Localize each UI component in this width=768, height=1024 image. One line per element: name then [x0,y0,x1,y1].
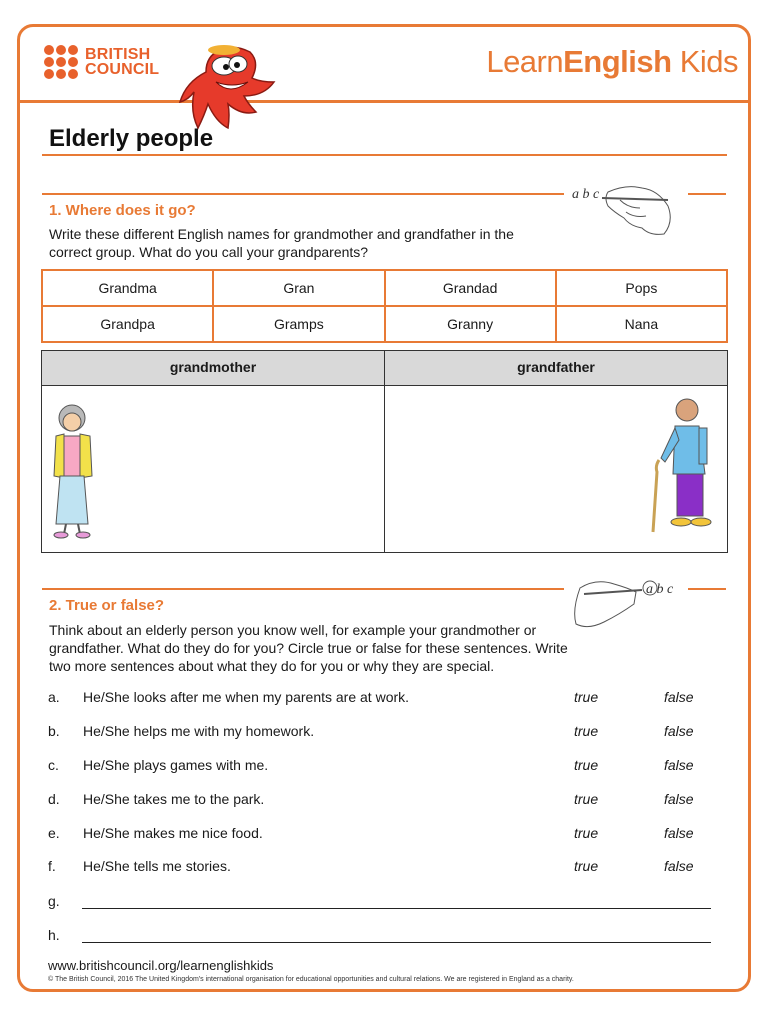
section2-rule-right [688,588,726,590]
true-option[interactable]: true [574,689,599,705]
true-option[interactable]: true [574,757,599,773]
grandfather-answer-area[interactable] [385,386,727,552]
groups-body-row [42,386,727,552]
grandfather-header: grandfather [517,359,595,375]
statement-row [0,791,768,811]
statement-text: He/She plays games with me. [83,757,269,773]
name-cell: Grandpa [42,306,213,342]
statement-letter: d. [48,791,60,807]
statement-row [0,689,768,709]
names-table [41,269,728,343]
bc-logo-line1: BRITISH [85,46,151,63]
statement-letter: g. [48,893,60,909]
section1-instructions: Write these different English names for grandmother and grandfather in the correct group. What do you call your grandparents? [49,226,514,260]
statement-row [0,825,768,845]
writing-hand-circle-icon [570,574,684,634]
page-title: Elderly people [49,125,214,152]
names-row-2 [42,306,727,342]
section1-heading: 1. Where does it go? [49,202,196,219]
title-divider [42,154,727,156]
true-option[interactable]: true [574,791,599,807]
grandmother-answer-area[interactable] [42,386,385,552]
false-option[interactable]: false [664,723,694,739]
statement-text: He/She makes me nice food. [83,825,263,841]
statement-letter: a. [48,689,60,705]
section1-rule [42,193,564,195]
grandparent-groups-table [41,350,728,553]
british-council-dots-icon [44,45,78,79]
false-option[interactable]: false [664,825,694,841]
writing-line[interactable] [82,908,711,909]
statement-letter: f. [48,858,56,874]
statement-letter: b. [48,723,60,739]
section2-rule [42,588,564,590]
lek-logo-english: English [563,44,672,79]
footer-url[interactable]: www.britishcouncil.org/learnenglishkids [48,958,274,973]
octopus-mascot-icon [176,42,280,132]
grandmother-illustration-icon [46,396,98,541]
statement-letter: h. [48,927,60,943]
grandfather-illustration-icon [647,396,719,536]
section2-instructions: Think about an elderly person you know well, for example your grandmother or grandfather. What do they do for you? Circle true or false for these sentences. Write two more sentences about what they do for you or why they are special. [49,622,568,674]
lek-logo-learn: Learn [486,44,564,79]
name-cell: Grandad [385,270,556,306]
names-row-1 [42,270,727,306]
abc-label-1: a b c [572,187,600,202]
true-option[interactable]: true [574,825,599,841]
header-divider [19,100,749,103]
statement-text: He/She looks after me when my parents are at work. [83,689,410,705]
false-option[interactable]: false [664,791,694,807]
statement-letter: c. [48,757,59,773]
statement-text: He/She tells me stories. [83,858,231,874]
name-cell: Granny [385,306,556,342]
groups-header-row [42,351,727,386]
abc-label-2: a b c [646,582,674,597]
statement-row [0,858,768,878]
statement-text: He/She helps me with my homework. [83,723,315,739]
true-option[interactable]: true [574,858,599,874]
grandmother-header: grandmother [42,351,385,385]
british-council-wordmark [85,47,159,77]
bc-logo-line2: COUNCIL [85,61,160,78]
false-option[interactable]: false [664,689,694,705]
false-option[interactable]: false [664,858,694,874]
true-option[interactable]: true [574,723,599,739]
writing-line[interactable] [82,942,711,943]
british-council-logo [44,45,159,79]
name-cell: Pops [556,270,727,306]
name-cell: Gramps [213,306,384,342]
statement-text: He/She takes me to the park. [83,791,265,807]
false-option[interactable]: false [664,757,694,773]
footer-copyright: © The British Council, 2016 The United Kingdom's international organisation for educational opportunities and cultural relations. We are registered in England as a charity. [48,976,574,983]
name-cell: Nana [556,306,727,342]
statement-row [0,723,768,743]
blank-statement-row [0,927,768,947]
section2-heading: 2. True or false? [49,597,165,614]
writing-hand-icon [568,178,682,240]
statement-letter: e. [48,825,60,841]
name-cell: Gran [213,270,384,306]
learnenglish-kids-logo [486,44,738,80]
section1-rule-right [688,193,726,195]
blank-statement-row [0,893,768,913]
statement-row [0,757,768,777]
lek-logo-kids: Kids [671,44,738,79]
name-cell: Grandma [42,270,213,306]
